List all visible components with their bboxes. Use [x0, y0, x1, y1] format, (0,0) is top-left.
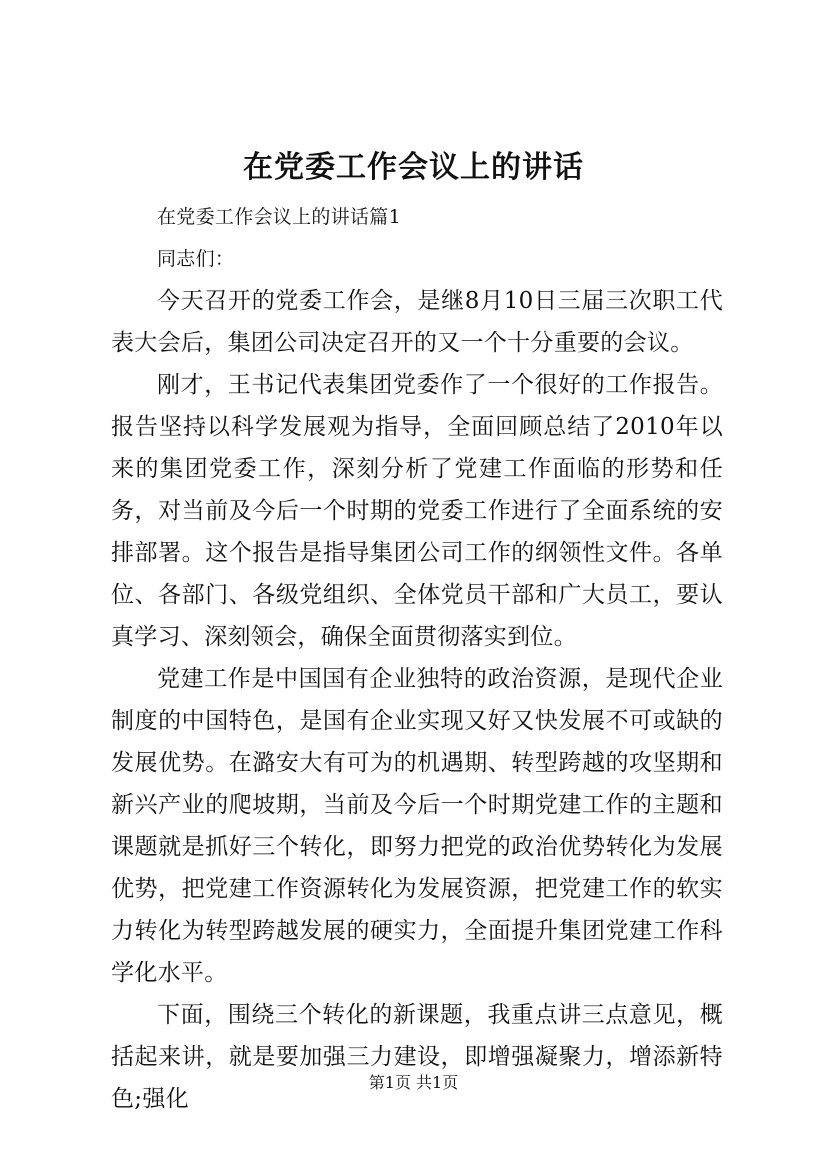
paragraph-intro: 今天召开的党委工作会，是继8月10日三届三次职工代表大会后，集团公司决定召开的又一个十分重要的会议。 [111, 288, 723, 356]
subtitle-paragraph: 在党委工作会议上的讲话篇1 [157, 206, 401, 228]
salutation-paragraph: 同志们： [157, 248, 235, 270]
paragraph-three-points: 下面，围绕三个转化的新课题，我重点讲三点意见，概括起来讲，就是要加强三力建设，即增强凝聚力，增添新特色;强化 [111, 1002, 723, 1112]
page-footer: 第1页 共1页 [368, 1073, 459, 1092]
document-title: 在党委工作会议上的讲话 [243, 150, 584, 185]
paragraph-party-building: 党建工作是中国国有企业独特的政治资源，是现代企业制度的中国特色，是国有企业实现又好又快发展不可或缺的发展优势。在潞安大有可为的机遇期、转型跨越的攻坚期和新兴产业的爬坡期，当前及今后一个时期党建工作的主题和课题就是抓好三个转化，即努力把党的政治优势转化为发展优势，把党建工作资源转化为发展资源，把党建工作的软实力转化为转型跨越发展的硬实力，全面提升集团党建工作科学化水平。 [111, 666, 723, 986]
paragraph-report: 刚才，王书记代表集团党委作了一个很好的工作报告。报告坚持以科学发展观为指导，全面回顾总结了2010年以来的集团党委工作，深刻分析了党建工作面临的形势和任务，对当前及今后一个时期的党委工作进行了全面系统的安排部署。这个报告是指导集团公司工作的纲领性文件。各单位、各部门、各级党组织、全体党员干部和广大员工，要认真学习、深刻领会，确保全面贯彻落实到位。 [111, 372, 723, 650]
document-body [111, 196, 723, 1120]
